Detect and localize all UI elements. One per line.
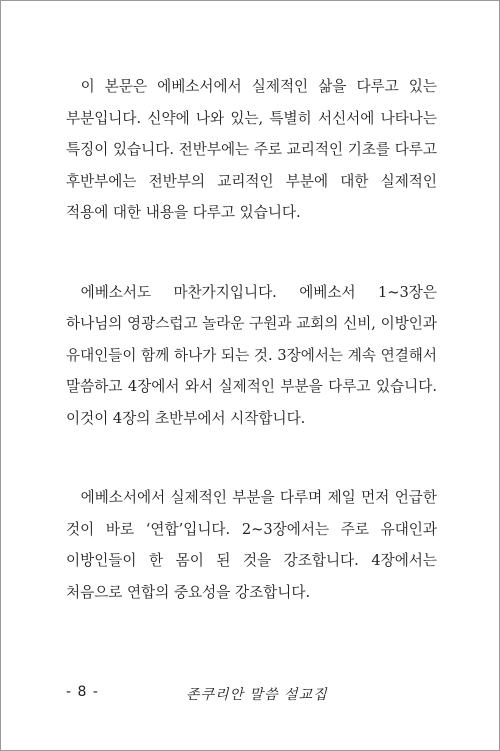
page-footer (66, 684, 436, 704)
book-title: 존쿠리안 말씀 설교집 (186, 687, 328, 703)
paragraph-1: 이 본문은 에베소서에서 실제적인 삶을 다루고 있는 부분입니다. 신약에 나와 있는, 특별히 서신서에 나타나는 특징이 있습니다. 전반부에는 주로 교리적인 기초를 다루고 후반부에는 전반부의 교리적인 부분에 대한 실제적인 적용에 대한 내용을 다루고 있습니다. (66, 78, 437, 221)
paragraph-3: 에베소서에서 실제적인 부분을 다루며 제일 먼저 언급한 것이 바로 ‘연합’입니다. 2~3장에서는 주로 유대인과 이방인들이 한 몸이 된 것을 강조합니다. 4장에서는 처음으로 연합의 중요성을 강조합니다. (66, 489, 437, 601)
body-text (66, 71, 437, 608)
paragraph-2: 에베소서도 마찬가지입니다. 에베소서 1~3장은 하나님의 영광스럽고 놀라운 구원과 교회의 신비, 이방인과 유대인들이 함께 하나가 되는 것. 3장에서는 계속 연결해서 말씀하고 4장에서 와서 실제적인 부분을 다루고 있습니다. 이것이 4장의 초반부에서 시작합니다. (66, 283, 437, 427)
page-number: - 8 - (66, 684, 99, 700)
